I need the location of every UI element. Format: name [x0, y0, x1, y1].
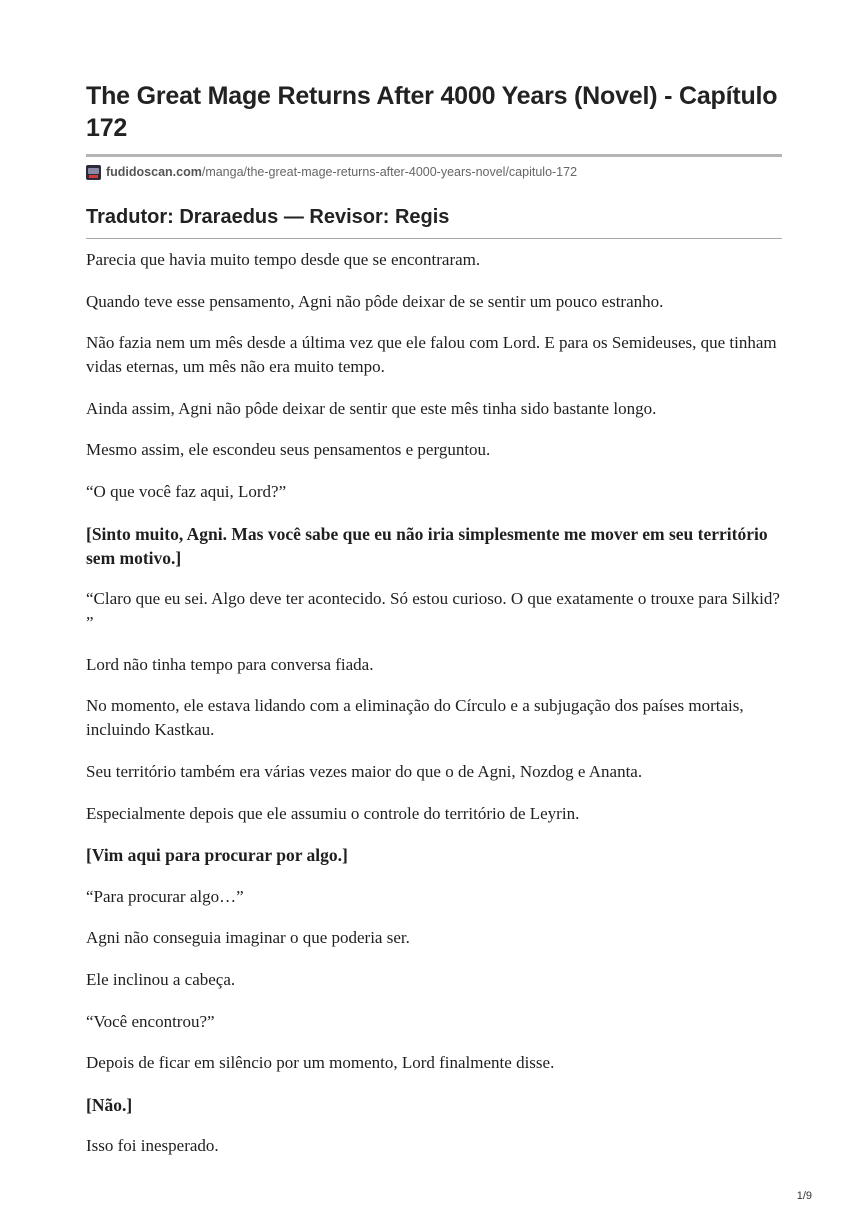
paragraph: Parecia que havia muito tempo desde que se encontraram.: [86, 250, 481, 269]
dialogue-bracket-paragraph: [Sinto muito, Agni. Mas você sabe que eu não iria simplesmente me mover em seu território sem motivo.]: [86, 523, 768, 568]
paragraph: “Claro que eu sei. Algo deve ter acontecido. Só estou curioso. O que exatamente o trouxe para Silkid? ”: [86, 589, 780, 633]
paragraph: Depois de ficar em silêncio por um momento, Lord finalmente disse.: [86, 1053, 555, 1073]
source-domain[interactable]: fudidoscan.com: [106, 165, 202, 179]
paragraph: Seu território também era várias vezes maior do que o de Agni, Nozdog e Ananta.: [86, 761, 643, 781]
chapter-content: [86, 248, 782, 1158]
paragraph: No momento, ele estava lidando com a eliminação do Círculo e a subjugação dos países mortais, incluindo Kastkau.: [86, 696, 744, 740]
section-heading: Tradutor: Draraedus — Revisor: Regis: [86, 206, 450, 228]
title-divider: [86, 154, 782, 157]
source-url[interactable]: [86, 162, 782, 182]
dialogue-bracket-paragraph: [Vim aqui para procurar por algo.]: [86, 845, 348, 866]
paragraph: Não fazia nem um mês desde a última vez que ele falou com Lord. E para os Semideuses, que tinham vidas eternas, um mês não era muito tempo.: [86, 333, 777, 377]
paragraph: “O que você faz aqui, Lord?”: [86, 481, 287, 501]
paragraph: Isso foi inesperado.: [86, 1136, 219, 1156]
paragraph: Lord não tinha tempo para conversa fiada.: [86, 654, 374, 674]
paragraph: Ainda assim, Agni não pôde deixar de sentir que este mês tinha sido bastante longo.: [86, 398, 657, 418]
source-path[interactable]: /manga/the-great-mage-returns-after-4000-years-novel/capitulo-172: [201, 165, 578, 179]
dialogue-bracket-paragraph: [Não.]: [86, 1094, 133, 1115]
heading-divider: [86, 238, 782, 239]
paragraph: Agni não conseguia imaginar o que poderia ser.: [86, 928, 410, 948]
paragraph: “Você encontrou?”: [86, 1011, 215, 1031]
page-title: The Great Mage Returns After 4000 Years (Novel) - Capítulo 172: [86, 82, 778, 142]
site-favicon-icon: [86, 165, 101, 180]
paragraph: Especialmente depois que ele assumiu o controle do território de Leyrin.: [86, 803, 580, 823]
paragraph: Ele inclinou a cabeça.: [86, 969, 236, 989]
document-page: [86, 80, 782, 1176]
paragraph: “Para procurar algo…”: [86, 886, 244, 906]
page-number: 1/9: [796, 1190, 812, 1202]
paragraph: Mesmo assim, ele escondeu seus pensamentos e perguntou.: [86, 440, 491, 460]
paragraph: Quando teve esse pensamento, Agni não pôde deixar de se sentir um pouco estranho.: [86, 291, 664, 311]
